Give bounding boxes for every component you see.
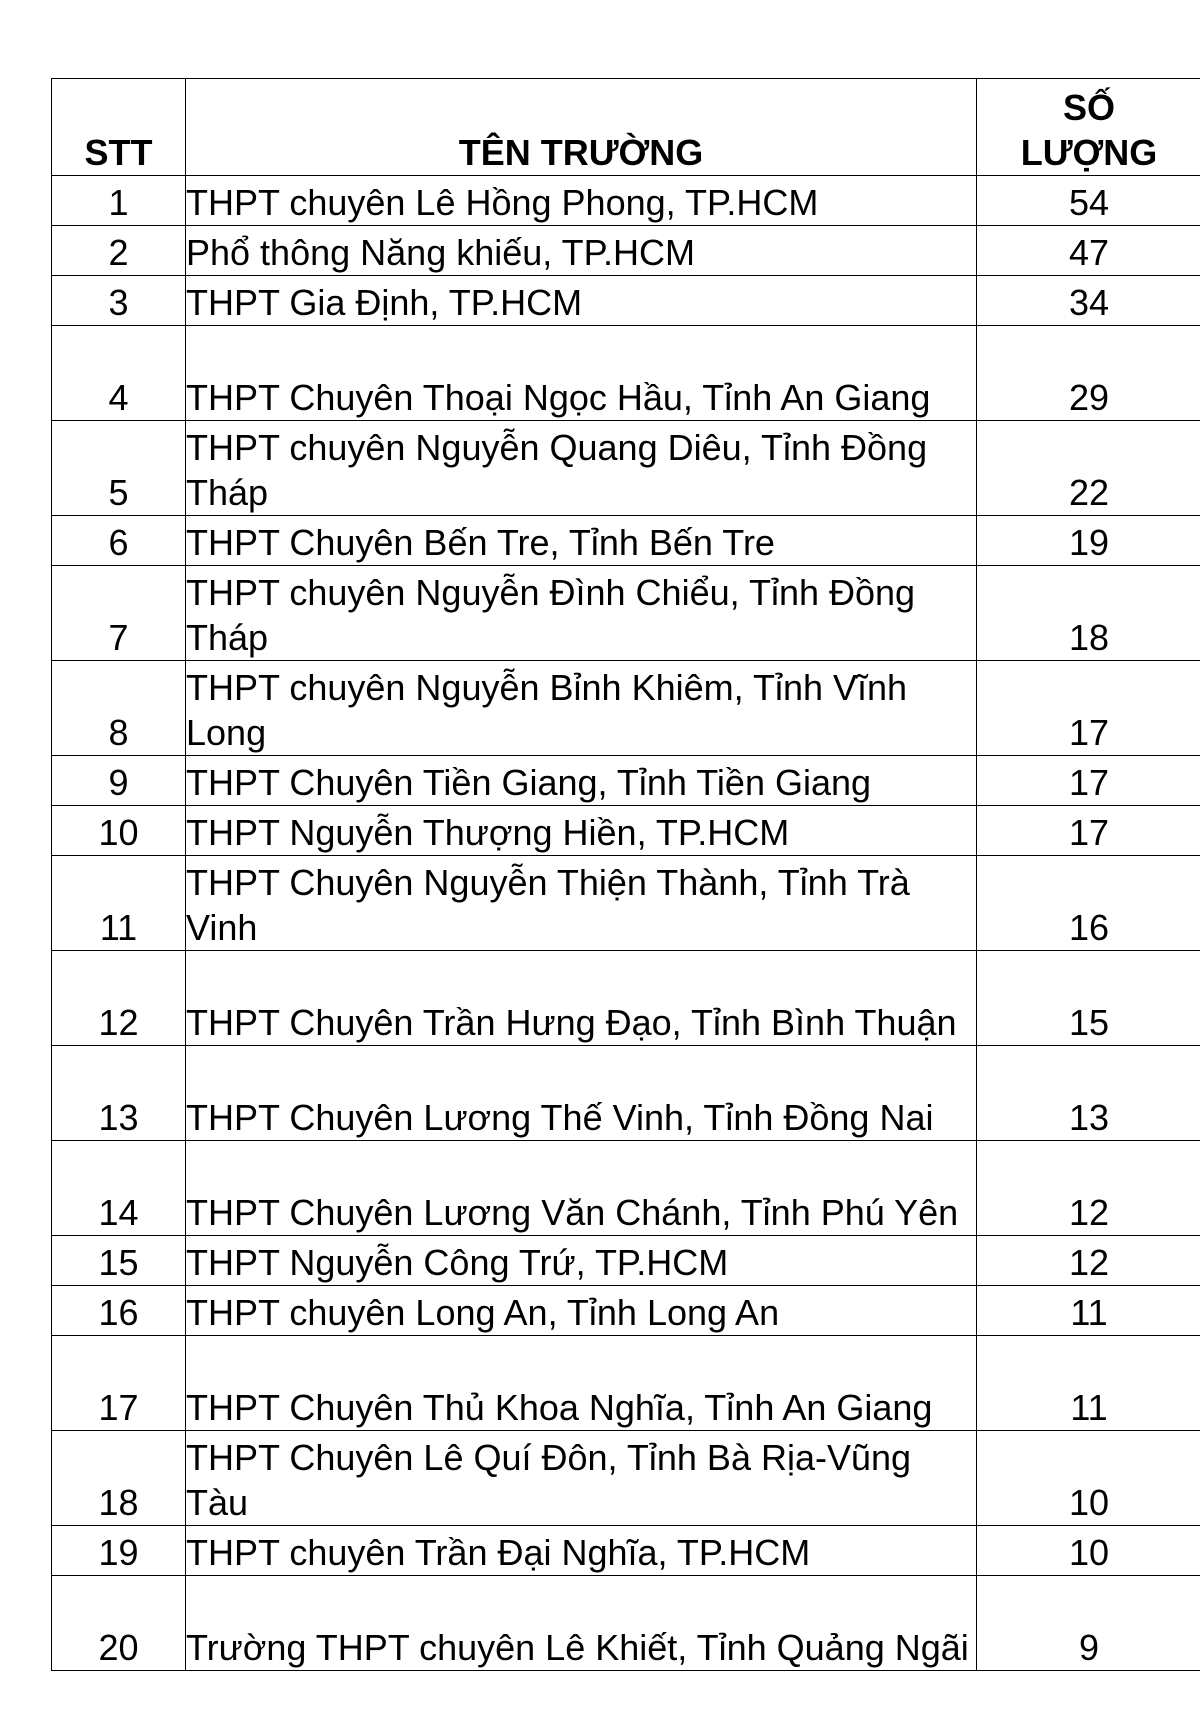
header-school-name: TÊN TRƯỜNG: [186, 79, 977, 176]
row-school-name: THPT chuyên Nguyễn Đình Chiểu, Tỉnh Đồng Tháp: [186, 566, 977, 661]
table-row: [52, 276, 1200, 326]
row-stt: 8: [52, 661, 186, 756]
row-quantity: 17: [977, 806, 1200, 856]
table-row: [52, 756, 1200, 806]
row-school-name: THPT Chuyên Nguyễn Thiện Thành, Tỉnh Trà Vinh: [186, 856, 977, 951]
table-row: [52, 1236, 1200, 1286]
row-quantity: 19: [977, 516, 1200, 566]
row-quantity: 47: [977, 226, 1200, 276]
row-quantity: 17: [977, 756, 1200, 806]
row-quantity: 15: [977, 951, 1200, 1046]
row-school-name: THPT Nguyễn Công Trứ, TP.HCM: [186, 1236, 977, 1286]
table-row: [52, 1526, 1200, 1576]
row-stt: 11: [52, 856, 186, 951]
row-stt: 12: [52, 951, 186, 1046]
header-quantity-line1: SỐ: [1062, 87, 1115, 128]
row-school-name: THPT Chuyên Thủ Khoa Nghĩa, Tỉnh An Giang: [186, 1336, 977, 1431]
row-stt: 19: [52, 1526, 186, 1576]
row-quantity: 18: [977, 566, 1200, 661]
table-row: [52, 951, 1200, 1046]
row-quantity: 17: [977, 661, 1200, 756]
row-stt: 20: [52, 1576, 186, 1671]
table-row: [52, 1336, 1200, 1431]
row-stt: 1: [52, 176, 186, 226]
row-school-name: THPT Chuyên Tiền Giang, Tỉnh Tiền Giang: [186, 756, 977, 806]
table-row: [52, 421, 1200, 516]
row-quantity: 13: [977, 1046, 1200, 1141]
row-school-name: THPT chuyên Trần Đại Nghĩa, TP.HCM: [186, 1526, 977, 1576]
row-stt: 7: [52, 566, 186, 661]
table-row: [52, 1046, 1200, 1141]
row-stt: 18: [52, 1431, 186, 1526]
header-quantity-line2: LƯỢNG: [1020, 132, 1158, 173]
school-ranking-table: [51, 78, 1200, 1671]
row-stt: 6: [52, 516, 186, 566]
table-row: [52, 1576, 1200, 1671]
header-quantity: [977, 79, 1200, 176]
row-stt: 14: [52, 1141, 186, 1236]
row-quantity: 11: [977, 1286, 1200, 1336]
table-row: [52, 806, 1200, 856]
row-quantity: 11: [977, 1336, 1200, 1431]
table-row: [52, 1141, 1200, 1236]
table-row: [52, 226, 1200, 276]
table-row: [52, 1431, 1200, 1526]
row-school-name: THPT chuyên Long An, Tỉnh Long An: [186, 1286, 977, 1336]
row-quantity: 54: [977, 176, 1200, 226]
row-stt: 2: [52, 226, 186, 276]
table-row: [52, 326, 1200, 421]
row-quantity: 10: [977, 1431, 1200, 1526]
row-school-name: Phổ thông Năng khiếu, TP.HCM: [186, 226, 977, 276]
row-quantity: 12: [977, 1141, 1200, 1236]
table-row: [52, 661, 1200, 756]
row-quantity: 12: [977, 1236, 1200, 1286]
row-school-name: THPT Chuyên Bến Tre, Tỉnh Bến Tre: [186, 516, 977, 566]
row-school-name: THPT Chuyên Thoại Ngọc Hầu, Tỉnh An Giang: [186, 326, 977, 421]
table-row: [52, 516, 1200, 566]
row-stt: 16: [52, 1286, 186, 1336]
table-row: [52, 1286, 1200, 1336]
row-school-name: THPT chuyên Nguyễn Quang Diêu, Tỉnh Đồng Tháp: [186, 421, 977, 516]
row-stt: 3: [52, 276, 186, 326]
row-quantity: 29: [977, 326, 1200, 421]
table-row: [52, 856, 1200, 951]
row-stt: 5: [52, 421, 186, 516]
row-stt: 9: [52, 756, 186, 806]
row-school-name: THPT Chuyên Trần Hưng Đạo, Tỉnh Bình Thuận: [186, 951, 977, 1046]
row-quantity: 10: [977, 1526, 1200, 1576]
row-quantity: 9: [977, 1576, 1200, 1671]
header-stt: STT: [52, 79, 186, 176]
row-quantity: 22: [977, 421, 1200, 516]
row-school-name: THPT Gia Định, TP.HCM: [186, 276, 977, 326]
row-school-name: THPT Nguyễn Thượng Hiền, TP.HCM: [186, 806, 977, 856]
header-row: [52, 79, 1200, 176]
row-stt: 17: [52, 1336, 186, 1431]
row-school-name: THPT chuyên Lê Hồng Phong, TP.HCM: [186, 176, 977, 226]
table-row: [52, 176, 1200, 226]
row-quantity: 16: [977, 856, 1200, 951]
row-school-name: THPT chuyên Nguyễn Bỉnh Khiêm, Tỉnh Vĩnh Long: [186, 661, 977, 756]
row-school-name: Trường THPT chuyên Lê Khiết, Tỉnh Quảng Ngãi: [186, 1576, 977, 1671]
row-school-name: THPT Chuyên Lương Văn Chánh, Tỉnh Phú Yên: [186, 1141, 977, 1236]
table-row: [52, 566, 1200, 661]
row-quantity: 34: [977, 276, 1200, 326]
row-school-name: THPT Chuyên Lê Quí Đôn, Tỉnh Bà Rịa-Vũng Tàu: [186, 1431, 977, 1526]
row-stt: 15: [52, 1236, 186, 1286]
row-school-name: THPT Chuyên Lương Thế Vinh, Tỉnh Đồng Nai: [186, 1046, 977, 1141]
row-stt: 10: [52, 806, 186, 856]
row-stt: 13: [52, 1046, 186, 1141]
row-stt: 4: [52, 326, 186, 421]
